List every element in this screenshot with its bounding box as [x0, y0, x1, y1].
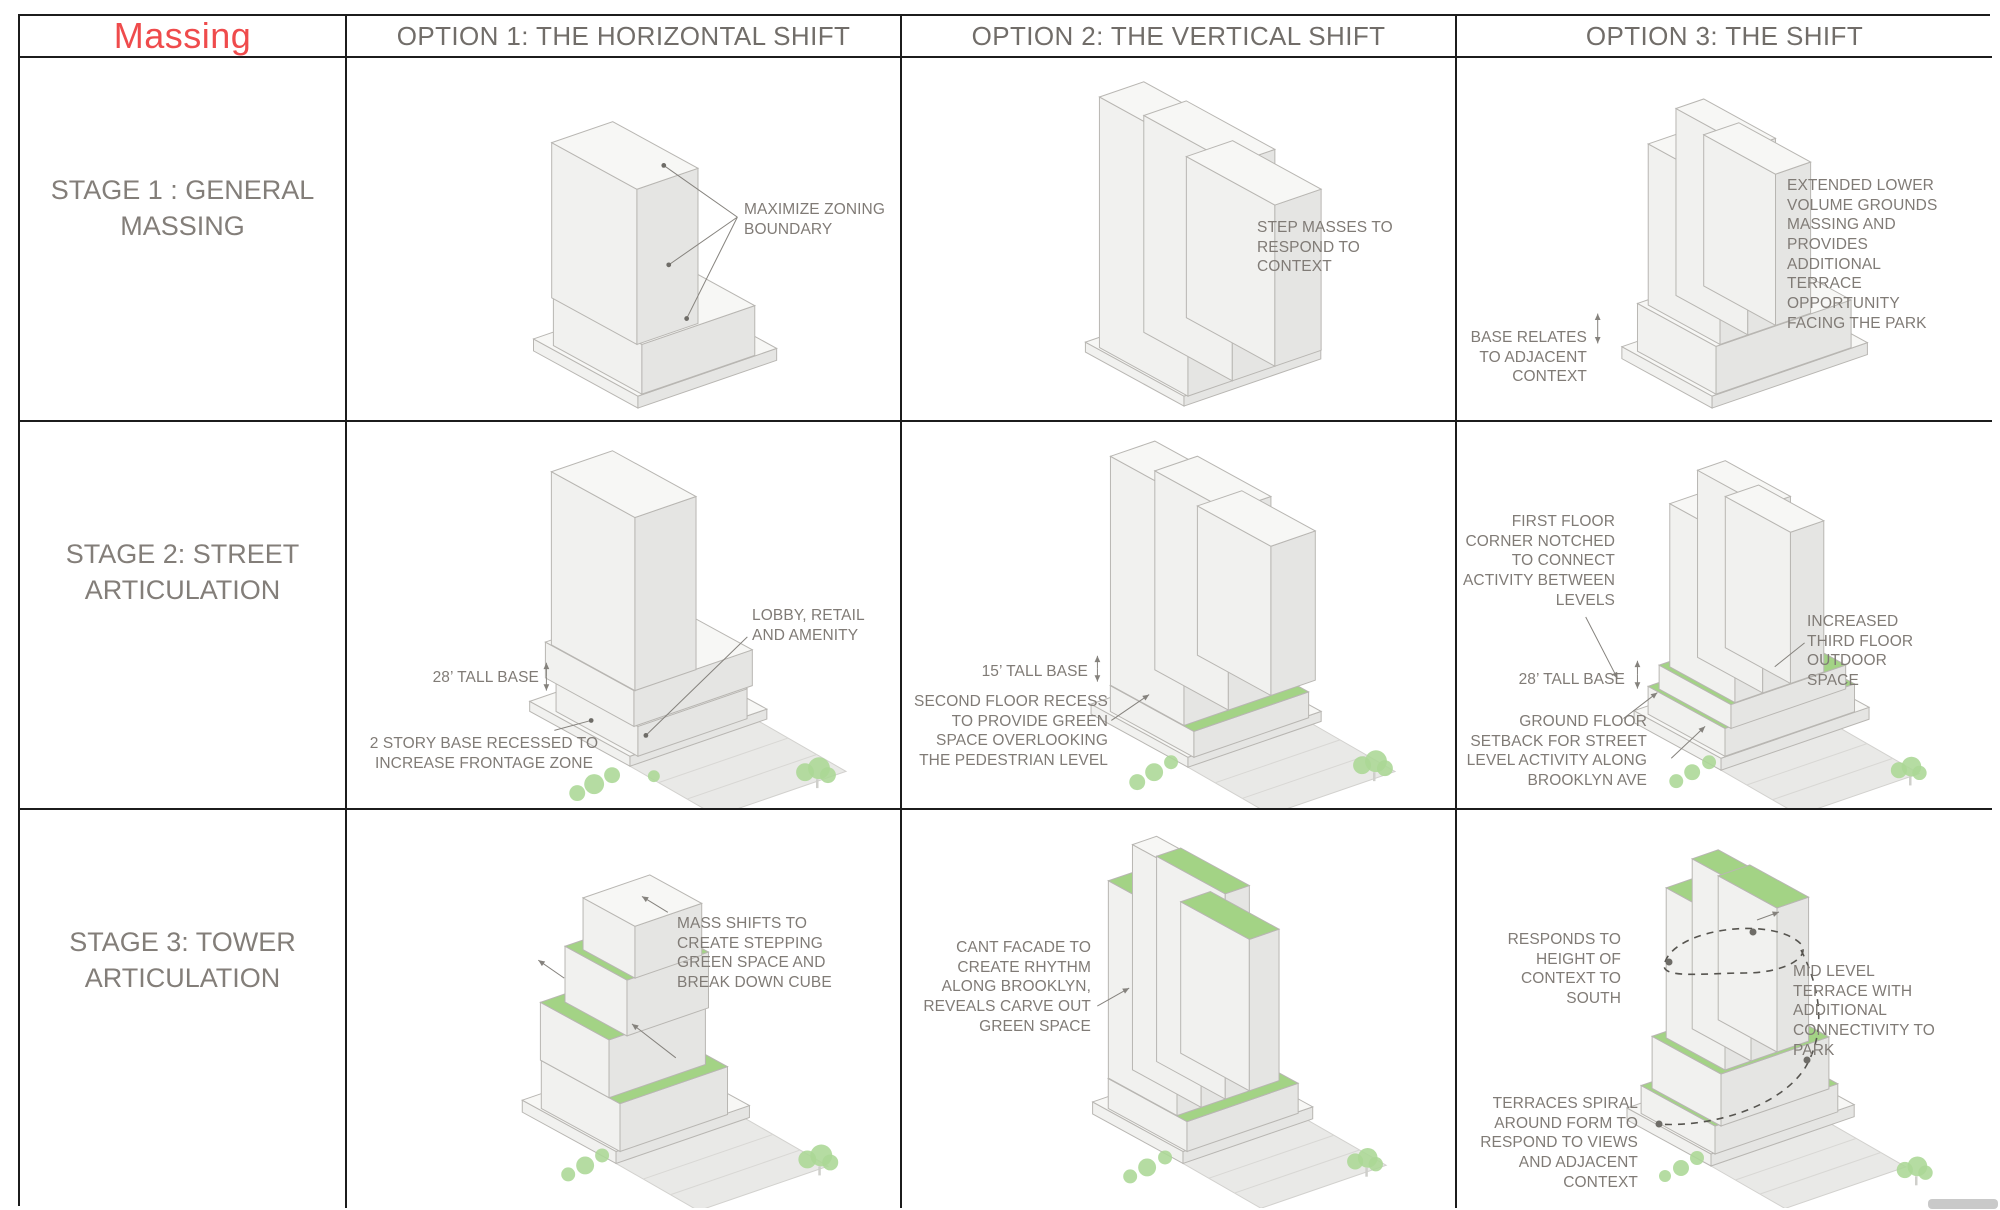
- option-1-title: OPTION 1: THE HORIZONTAL SHIFT: [396, 20, 851, 51]
- massing-title-cell: [20, 16, 347, 58]
- cell-stage3-option3: [1457, 810, 1992, 1208]
- option-2-title: OPTION 2: THE VERTICAL SHIFT: [971, 20, 1386, 51]
- annotation-28ft-tall-base: 28’ TALL BASE: [432, 669, 539, 686]
- stage-3-label-cell: [20, 810, 347, 1208]
- annotation-responds-height: RESPONDS TO HEIGHT OF CONTEXT TO SOUTH: [1507, 931, 1621, 1008]
- annotation-recessed-base: 2 STORY BASE RECESSED TO INCREASE FRONTAGE ZONE: [369, 735, 599, 772]
- option-3-header: [1457, 16, 1992, 58]
- cell-stage3-option2: [902, 810, 1457, 1208]
- cell-stage2-option1: [347, 422, 902, 810]
- option-2-header: [902, 16, 1457, 58]
- option-1-header: [347, 16, 902, 58]
- annotation-step-masses: STEP MASSES TO RESPOND TO CONTEXT: [1257, 219, 1393, 276]
- cell-stage2-option2: [902, 422, 1457, 810]
- annotation-15ft-tall-base: 15’ TALL BASE: [981, 663, 1088, 680]
- cell-stage1-option1: [347, 58, 902, 422]
- annotation-maximize-zoning: MAXIMIZE ZONING BOUNDARY: [744, 201, 885, 238]
- annotation-mid-terrace: MID LEVEL TERRACE WITH ADDITIONAL CONNECTIVITY TO PARK: [1793, 963, 1935, 1059]
- cell-stage2-option3: [1457, 422, 1992, 810]
- massing-options-table: [18, 14, 1990, 1206]
- annotation-extended-volume: EXTENDED LOWER VOLUME GROUNDS MASSING AND PROVIDES ADDITIONAL TERRACE OPPORTUNITY FACING THE PARK: [1787, 177, 1938, 332]
- scrollbar-thumb[interactable]: [1928, 1199, 1998, 1209]
- option-3-title: OPTION 3: THE SHIFT: [1585, 20, 1864, 51]
- annotation-third-floor-outdoor: INCREASED THIRD FLOOR OUTDOOR SPACE: [1807, 613, 1914, 690]
- stage-3-label: STAGE 3: TOWER ARTICULATION: [69, 927, 296, 993]
- stage-2-label: STAGE 2: STREET ARTICULATION: [65, 539, 300, 605]
- cell-stage3-option1: [347, 810, 902, 1208]
- stage-1-label: STAGE 1 : GENERAL MASSING: [50, 175, 315, 241]
- annotation-corner-notched: FIRST FLOOR CORNER NOTCHED TO CONNECT ACTIVITY BETWEEN LEVELS: [1462, 513, 1615, 609]
- page-title: Massing: [113, 16, 252, 56]
- stage-2-label-cell: [20, 422, 347, 810]
- annotation-mass-shifts: MASS SHIFTS TO CREATE STEPPING GREEN SPACE AND BREAK DOWN CUBE: [677, 915, 832, 992]
- annotation-second-floor-recess: SECOND FLOOR RECESS TO PROVIDE GREEN SPACE OVERLOOKING THE PEDESTRIAN LEVEL: [914, 693, 1108, 770]
- annotation-cant-facade: CANT FACADE TO CREATE RHYTHM ALONG BROOKLYN, REVEALS CARVE OUT GREEN SPACE: [923, 939, 1091, 1035]
- annotation-lobby-retail: LOBBY, RETAIL AND AMENITY: [752, 607, 865, 644]
- annotation-base-relates: BASE RELATES TO ADJACENT CONTEXT: [1470, 329, 1587, 386]
- stage-1-label-cell: [20, 58, 347, 422]
- annotation-28ft-tall-base: 28’ TALL BASE: [1518, 671, 1625, 688]
- cell-stage1-option2: [902, 58, 1457, 422]
- annotation-terraces-spiral: TERRACES SPIRAL AROUND FORM TO RESPOND TO VIEWS AND ADJACENT CONTEXT: [1480, 1095, 1638, 1191]
- building-massing-illustration: [347, 810, 900, 1208]
- cell-stage1-option3: [1457, 58, 1992, 422]
- annotation-ground-setback: GROUND FLOOR SETBACK FOR STREET LEVEL ACTIVITY ALONG BROOKLYN AVE: [1466, 713, 1647, 790]
